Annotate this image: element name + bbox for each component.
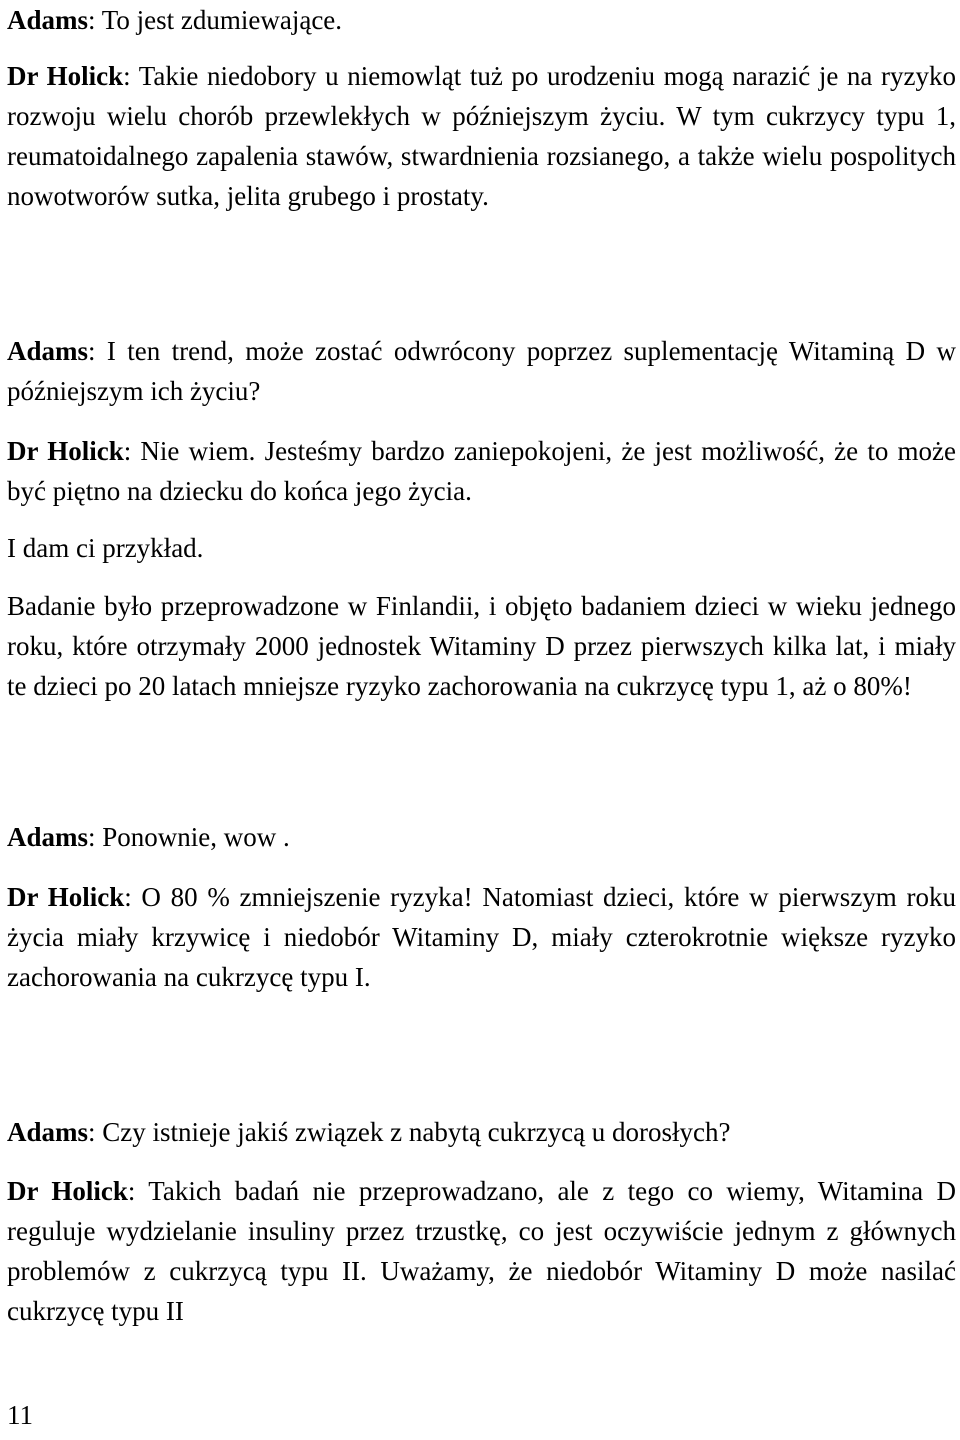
- dialogue-text: : Takich badań nie przeprowadzano, ale z tego co wiemy, Witamina D reguluje wydzielanie insuliny przez trzustkę, co jest oczywiście jednym z głównych problemów z cukrzycą typu II. Uważamy, że niedobór Witaminy D może nasilać cukrzycę typu II: [7, 1176, 956, 1326]
- speaker-label: Adams: [7, 5, 89, 35]
- dialogue-text: : Nie wiem. Jesteśmy bardzo zaniepokojeni, że jest możliwość, że to może być piętno na dziecku do końca jego życia.: [7, 436, 957, 506]
- speaker-label: Dr Holick: [7, 1176, 128, 1206]
- body-paragraph: [7, 528, 956, 568]
- speaker-label: Dr Holick: [7, 61, 124, 91]
- dialogue-text: : Czy istnieje jakiś związek z nabytą cukrzycą u dorosłych?: [88, 1117, 731, 1147]
- speaker-label: Adams: [7, 1117, 89, 1147]
- speaker-label: Adams: [7, 822, 89, 852]
- dialogue-paragraph: [7, 0, 956, 40]
- dialogue-text: : To jest zdumiewające.: [88, 5, 343, 35]
- dialogue-text: : Ponownie, wow .: [88, 822, 290, 852]
- page-number: 11: [7, 1400, 33, 1430]
- dialogue-paragraph: [7, 56, 956, 216]
- dialogue-paragraph: [7, 877, 956, 997]
- body-paragraph: [7, 586, 956, 706]
- dialogue-paragraph: [7, 817, 956, 857]
- speaker-label: Dr Holick: [7, 882, 125, 912]
- dialogue-paragraph: [7, 431, 956, 511]
- dialogue-text: : Takie niedobory u niemowląt tuż po urodzeniu mogą narazić je na ryzyko rozwoju wielu chorób przewlekłych w późniejszym życiu. W tym cukrzycy typu 1, reumatoidalnego zapalenia stawów, stwardnienia rozsianego, a także wielu pospolitych nowotworów sutka, jelita grubego i prostaty.: [7, 61, 957, 211]
- speaker-label: Adams: [7, 336, 89, 366]
- dialogue-text: : I ten trend, może zostać odwrócony poprzez suplementację Witaminą D w późniejszym ich życiu?: [7, 336, 956, 406]
- body-text: I dam ci przykład.: [7, 533, 204, 563]
- dialogue-paragraph: [7, 331, 956, 411]
- body-text: Badanie było przeprowadzone w Finlandii, i objęto badaniem dzieci w wieku jednego roku, które otrzymały 2000 jednostek Witaminy D przez pierwszych kilka lat, i miały te dzieci po 20 latach mniejsze ryzyko zachorowania na cukrzycę typu 1, aż o 80%!: [7, 591, 956, 701]
- speaker-label: Dr Holick: [7, 436, 124, 466]
- dialogue-paragraph: [7, 1112, 956, 1152]
- dialogue-text: : O 80 % zmniejszenie ryzyka! Natomiast dzieci, które w pierwszym roku życia miały krzywicę i niedobór Witaminy D, miały czterokrotnie większe ryzyko zachorowania na cukrzycę typu I.: [7, 882, 957, 992]
- dialogue-paragraph: [7, 1171, 956, 1331]
